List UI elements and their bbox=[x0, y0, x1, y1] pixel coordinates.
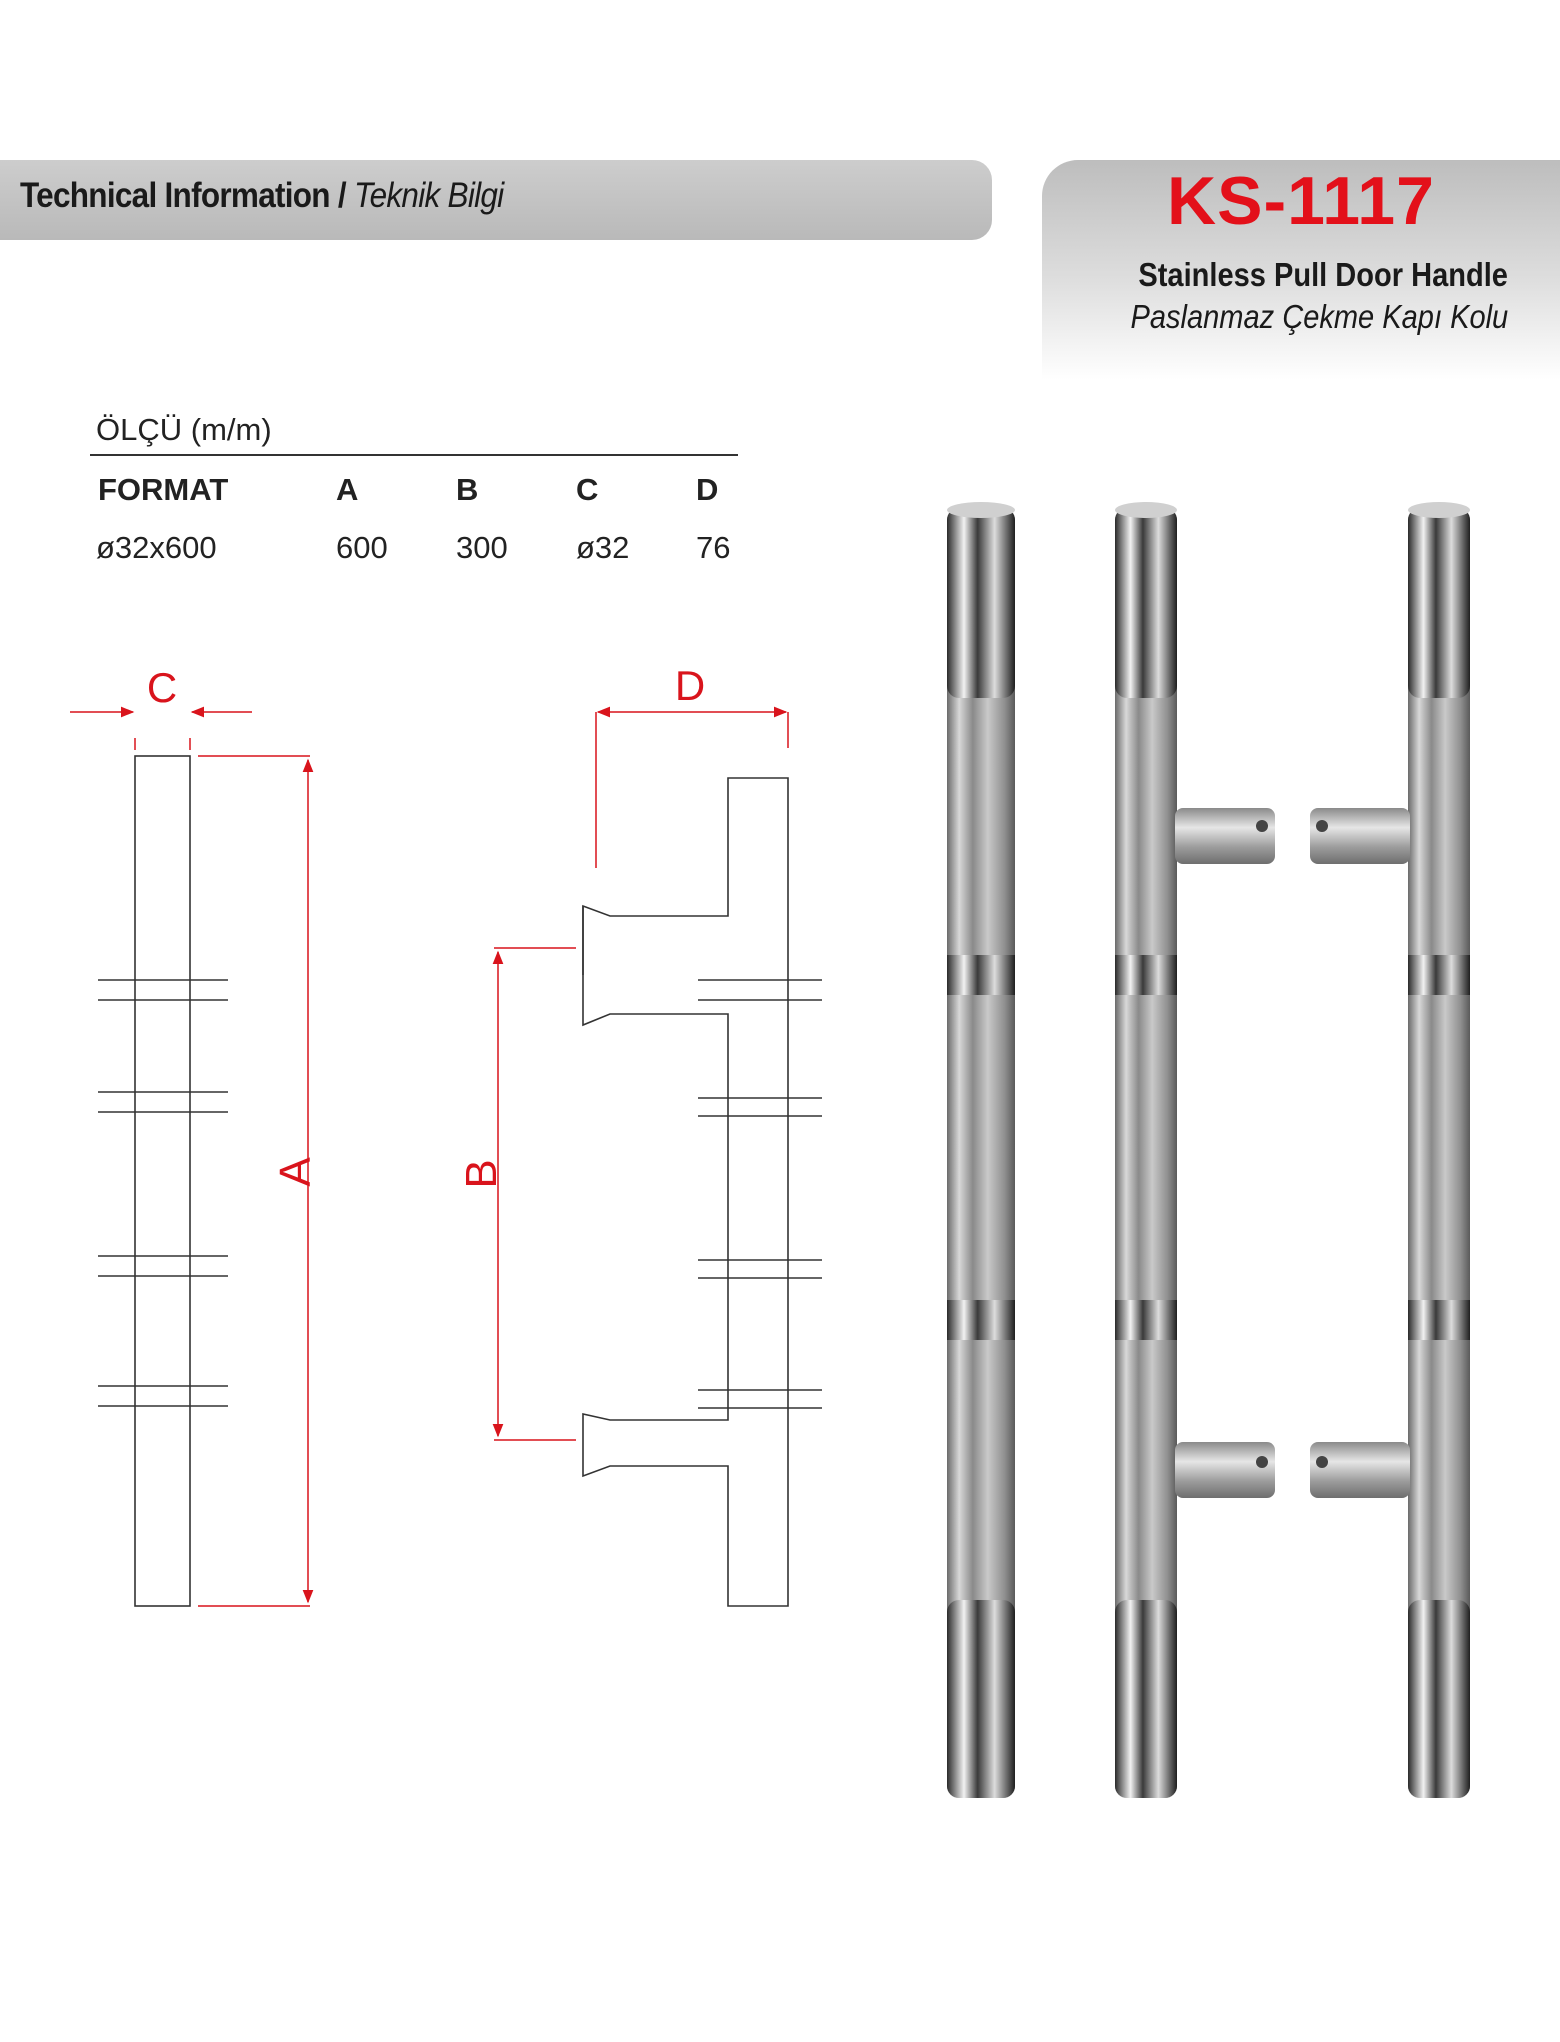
table-cell-c: ø32 bbox=[576, 530, 630, 565]
side-view-drawing bbox=[583, 778, 822, 1606]
size-table-title: ÖLÇÜ (m/m) bbox=[96, 412, 272, 447]
front-view-drawing bbox=[98, 756, 228, 1606]
section-title-en: Technical Information / bbox=[20, 176, 346, 215]
handle-right-photo bbox=[1310, 502, 1470, 1798]
table-cell-format: ø32x600 bbox=[96, 530, 217, 565]
product-name-en: Stainless Pull Door Handle bbox=[1138, 256, 1508, 293]
dimension-label-a: A bbox=[271, 1157, 320, 1187]
table-cell-b: 300 bbox=[456, 530, 508, 565]
section-title-tr: Teknik Bilgi bbox=[353, 176, 504, 215]
table-header-a: A bbox=[336, 472, 359, 507]
dimension-lines-side bbox=[494, 712, 788, 1440]
table-header-format: FORMAT bbox=[98, 472, 229, 507]
dimension-label-c: C bbox=[146, 664, 178, 711]
side-view-outline bbox=[583, 778, 788, 1606]
dimension-label-d: D bbox=[674, 662, 706, 709]
table-header-c: C bbox=[576, 472, 599, 507]
table-cell-d: 76 bbox=[696, 530, 731, 565]
product-code: KS-1117 bbox=[1167, 163, 1435, 239]
product-name-tr: Paslanmaz Çekme Kapı Kolu bbox=[1130, 298, 1508, 335]
table-header-d: D bbox=[696, 472, 719, 507]
table-header-b: B bbox=[456, 472, 479, 507]
handle-front-photo bbox=[947, 502, 1015, 1798]
table-cell-a: 600 bbox=[336, 530, 388, 565]
dimension-label-b: B bbox=[457, 1159, 506, 1189]
front-view-tube bbox=[135, 756, 190, 1606]
stainless-handle-photo bbox=[947, 502, 1470, 1798]
front-view-rings bbox=[98, 980, 228, 1406]
handle-left-photo bbox=[1115, 502, 1275, 1798]
side-view-rings bbox=[698, 980, 822, 1408]
